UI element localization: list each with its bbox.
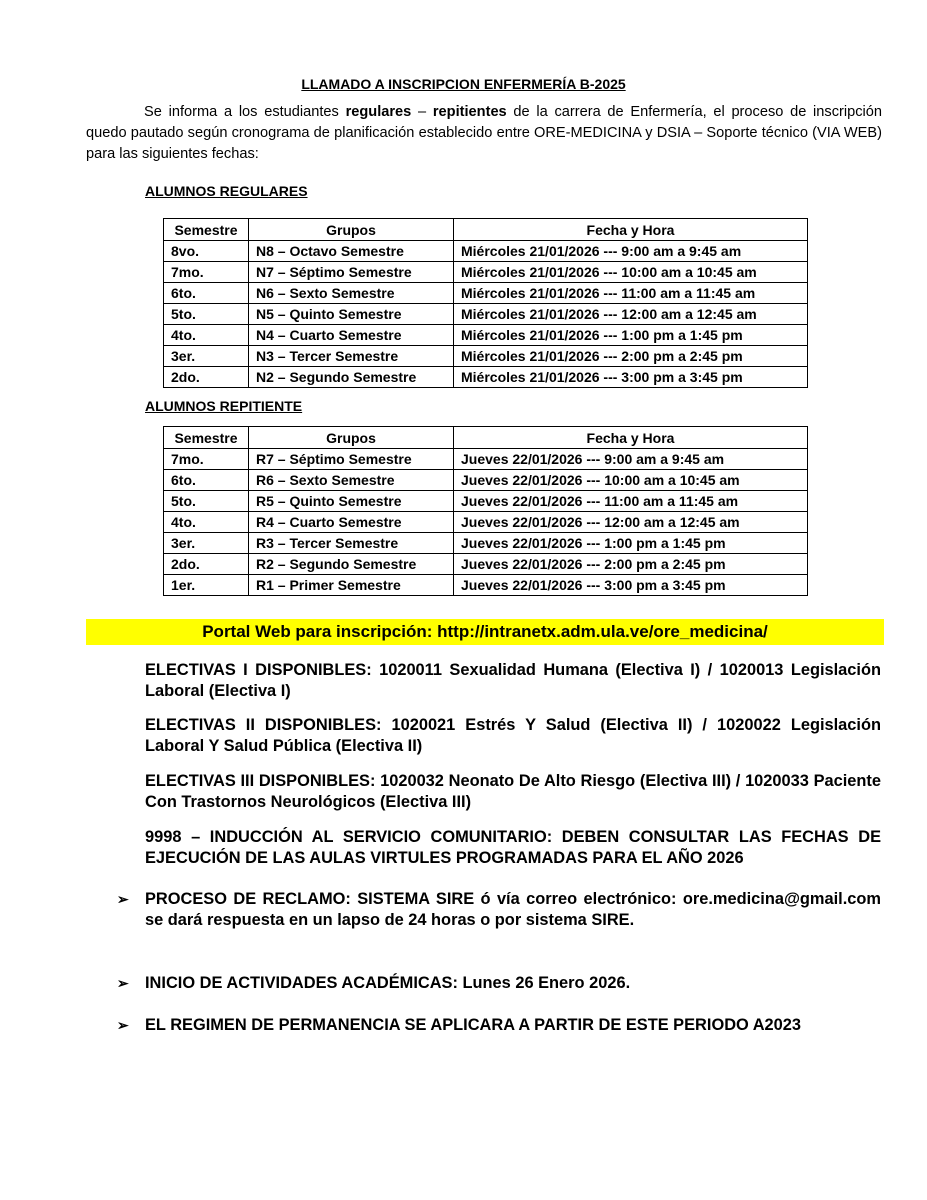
regulares-label: ALUMNOS REGULARES	[145, 183, 308, 199]
table-row	[164, 367, 808, 388]
cell-semestre: 6to.	[164, 470, 249, 491]
intro-separator: –	[411, 104, 433, 120]
intro-paragraph	[86, 102, 882, 165]
table-row	[164, 262, 808, 283]
inicio-actividades: INICIO DE ACTIVIDADES ACADÉMICAS: Lunes 26 Enero 2026.	[145, 974, 631, 992]
header-semestre: Semestre	[164, 427, 249, 449]
table-row	[164, 554, 808, 575]
cell-semestre: 1er.	[164, 575, 249, 596]
cell-semestre: 5to.	[164, 304, 249, 325]
cell-semestre: 4to.	[164, 512, 249, 533]
cell-grupo: N7 – Séptimo Semestre	[249, 262, 454, 283]
proceso-reclamo: PROCESO DE RECLAMO: SISTEMA SIRE ó vía correo electrónico: ore.medicina@gmail.com se dará respuesta en un lapso de 24 horas o por sistema SIRE.	[145, 890, 881, 929]
cell-grupo: N8 – Octavo Semestre	[249, 241, 454, 262]
cell-semestre: 5to.	[164, 491, 249, 512]
electivas-i: ELECTIVAS I DISPONIBLES: 1020011 Sexualidad Humana (Electiva I) / 1020013 Legislación Laboral (Electiva I)	[145, 661, 881, 700]
cell-fecha: Miércoles 21/01/2026 --- 9:00 am a 9:45 am	[454, 241, 808, 262]
cell-fecha: Miércoles 21/01/2026 --- 10:00 am a 10:45 am	[454, 262, 808, 283]
cell-grupo: R2 – Segundo Semestre	[249, 554, 454, 575]
intro-text-1: Se informa a los estudiantes	[144, 104, 346, 120]
header-grupos: Grupos	[249, 219, 454, 241]
portal-link-banner[interactable]: Portal Web para inscripción: http://intranetx.adm.ula.ve/ore_medicina/	[86, 619, 884, 645]
intro-regulares: regulares	[345, 104, 412, 120]
cell-fecha: Jueves 22/01/2026 --- 1:00 pm a 1:45 pm	[454, 533, 808, 554]
regimen-permanencia: EL REGIMEN DE PERMANENCIA SE APLICARA A PARTIR DE ESTE PERIODO A2023	[145, 1016, 802, 1034]
induccion-servicio-comunitario: 9998 – INDUCCIÓN AL SERVICIO COMUNITARIO: DEBEN CONSULTAR LAS FECHAS DE EJECUCIÓN DE LAS AULAS VIRTULES PROGRAMADAS PARA EL AÑO 2026	[145, 828, 881, 867]
header-fecha-hora: Fecha y Hora	[454, 427, 808, 449]
cell-grupo: N3 – Tercer Semestre	[249, 346, 454, 367]
cell-grupo: N4 – Cuarto Semestre	[249, 325, 454, 346]
table-header-row	[164, 427, 808, 449]
cell-fecha: Jueves 22/01/2026 --- 12:00 am a 12:45 am	[454, 512, 808, 533]
cell-fecha: Miércoles 21/01/2026 --- 3:00 pm a 3:45 pm	[454, 367, 808, 388]
cell-grupo: R7 – Séptimo Semestre	[249, 449, 454, 470]
cell-grupo: N6 – Sexto Semestre	[249, 283, 454, 304]
cell-semestre: 7mo.	[164, 449, 249, 470]
arrow-bullet-icon: ➢	[117, 1017, 129, 1033]
table-row	[164, 346, 808, 367]
table-header-row	[164, 219, 808, 241]
table-row	[164, 283, 808, 304]
table-row	[164, 241, 808, 262]
document-title: LLAMADO A INSCRIPCION ENFERMERÍA B-2025	[301, 76, 626, 92]
header-fecha-hora: Fecha y Hora	[454, 219, 808, 241]
cell-semestre: 2do.	[164, 554, 249, 575]
cell-fecha: Jueves 22/01/2026 --- 10:00 am a 10:45 am	[454, 470, 808, 491]
cell-semestre: 4to.	[164, 325, 249, 346]
electivas-iii: ELECTIVAS III DISPONIBLES: 1020032 Neonato De Alto Riesgo (Electiva III) / 1020033 Paciente Con Trastornos Neurológicos (Electiva III)	[145, 772, 881, 811]
table-row	[164, 491, 808, 512]
cell-grupo: R5 – Quinto Semestre	[249, 491, 454, 512]
cell-fecha: Miércoles 21/01/2026 --- 11:00 am a 11:45 am	[454, 283, 808, 304]
cell-fecha: Jueves 22/01/2026 --- 9:00 am a 9:45 am	[454, 449, 808, 470]
arrow-bullet-icon: ➢	[117, 975, 129, 991]
cell-semestre: 3er.	[164, 346, 249, 367]
intro-repitientes: repitientes	[432, 104, 507, 120]
cell-fecha: Jueves 22/01/2026 --- 3:00 pm a 3:45 pm	[454, 575, 808, 596]
repitiente-table	[163, 426, 808, 596]
cell-semestre: 8vo.	[164, 241, 249, 262]
table-row	[164, 449, 808, 470]
cell-grupo: N2 – Segundo Semestre	[249, 367, 454, 388]
header-semestre: Semestre	[164, 219, 249, 241]
cell-fecha: Jueves 22/01/2026 --- 2:00 pm a 2:45 pm	[454, 554, 808, 575]
cell-fecha: Miércoles 21/01/2026 --- 12:00 am a 12:45 am	[454, 304, 808, 325]
regulares-table	[163, 218, 808, 388]
table-row	[164, 304, 808, 325]
cell-grupo: R1 – Primer Semestre	[249, 575, 454, 596]
cell-grupo: R6 – Sexto Semestre	[249, 470, 454, 491]
cell-fecha: Jueves 22/01/2026 --- 11:00 am a 11:45 am	[454, 491, 808, 512]
cell-grupo: R4 – Cuarto Semestre	[249, 512, 454, 533]
cell-semestre: 6to.	[164, 283, 249, 304]
cell-fecha: Miércoles 21/01/2026 --- 2:00 pm a 2:45 pm	[454, 346, 808, 367]
table-row	[164, 533, 808, 554]
cell-semestre: 2do.	[164, 367, 249, 388]
arrow-bullet-icon: ➢	[117, 891, 129, 907]
table-row	[164, 512, 808, 533]
cell-grupo: R3 – Tercer Semestre	[249, 533, 454, 554]
electivas-ii: ELECTIVAS II DISPONIBLES: 1020021 Estrés Y Salud (Electiva II) / 1020022 Legislación Laboral Y Salud Pública (Electiva II)	[145, 716, 881, 755]
cell-semestre: 3er.	[164, 533, 249, 554]
table-row	[164, 325, 808, 346]
repitiente-label: ALUMNOS REPITIENTE	[145, 398, 303, 414]
table-row	[164, 575, 808, 596]
table-row	[164, 470, 808, 491]
cell-fecha: Miércoles 21/01/2026 --- 1:00 pm a 1:45 pm	[454, 325, 808, 346]
cell-semestre: 7mo.	[164, 262, 249, 283]
cell-grupo: N5 – Quinto Semestre	[249, 304, 454, 325]
header-grupos: Grupos	[249, 427, 454, 449]
intro-text-2: de la carrera de Enfermería, el proceso de inscripción quedo pautado según cronograma de planificación establecido entre ORE-MEDICINA y DSIA – Soporte técnico (VIA WEB) para las siguientes fechas:	[86, 104, 882, 162]
